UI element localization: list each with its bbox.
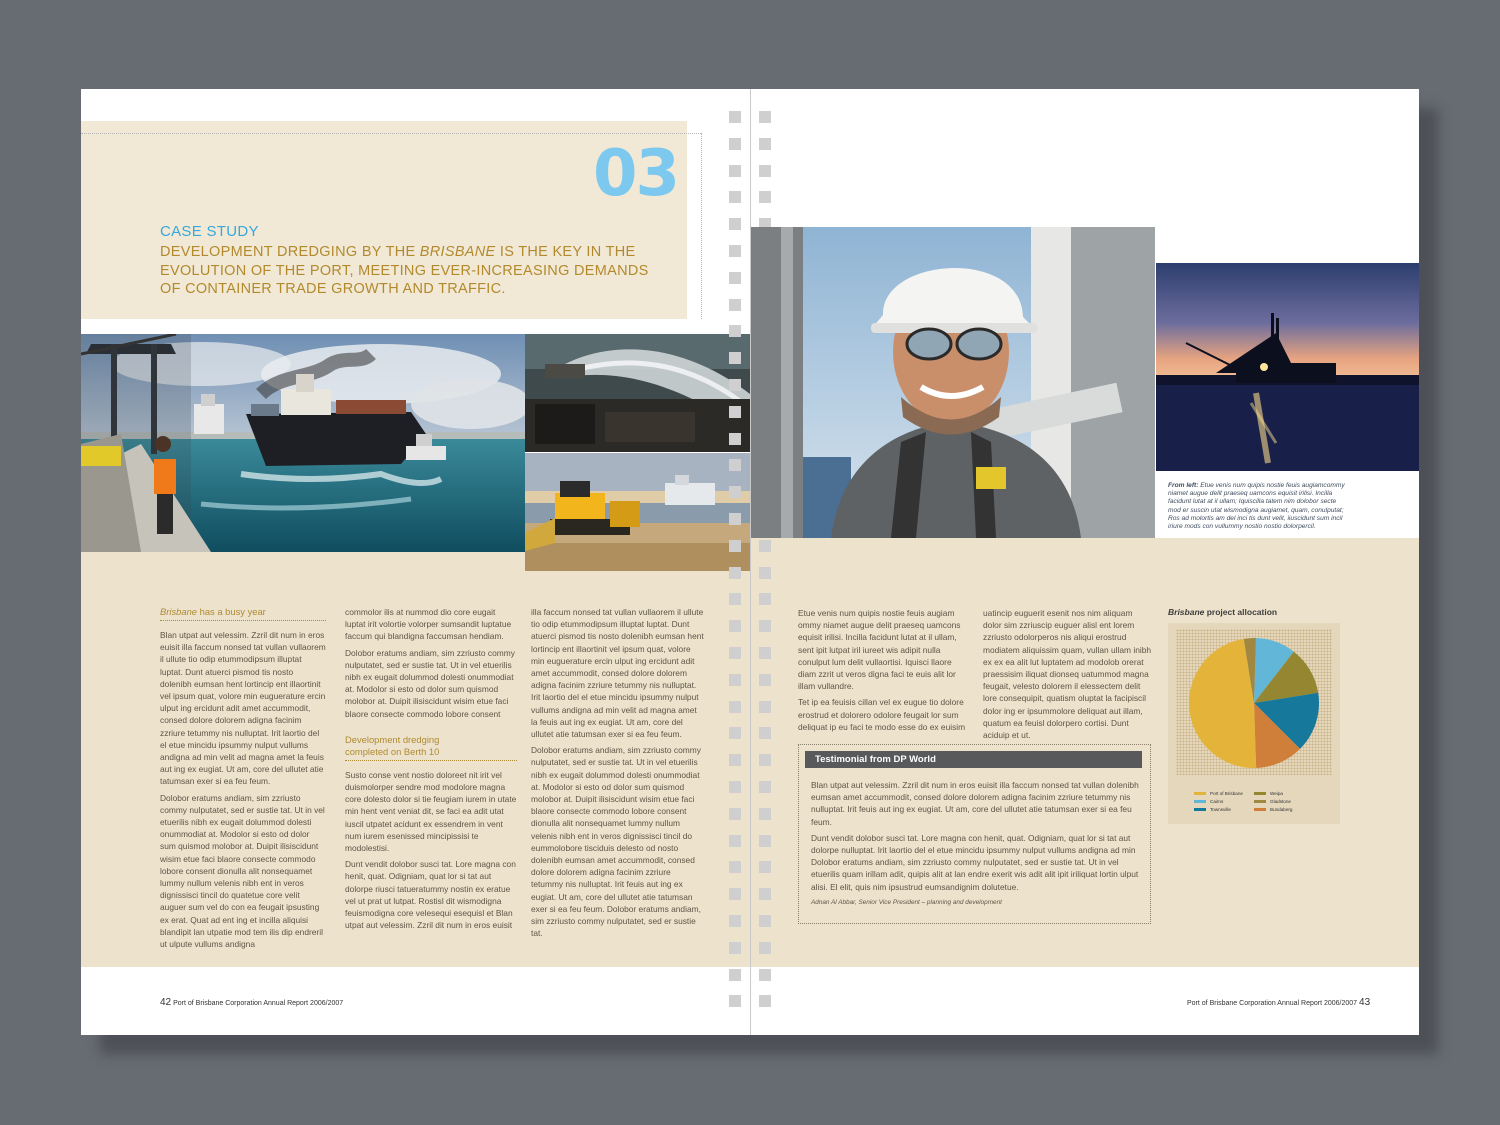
pie-chart xyxy=(1168,623,1340,783)
container-ship-photo xyxy=(81,334,525,552)
binding-square xyxy=(729,513,741,525)
paragraph: Tet ip ea feuisis cillan vel ex eugue tio dolore erostrud et dolorero odolore feugait lor sum deliquat ip eu faci te modo esse do ex euisim xyxy=(798,697,966,732)
binding-square xyxy=(759,781,771,793)
binding-square xyxy=(729,781,741,793)
report-spread xyxy=(81,89,1419,1035)
binding-square xyxy=(759,674,771,686)
legend-swatch xyxy=(1254,800,1266,803)
binding-square xyxy=(759,111,771,123)
paragraph: Dunt vendit dolobor susci tat. Lore magna con henit, quat. Odigniam, quat lor si tat aut dolorpe riusci tatueratummy nostin ex eratue vel ut prat ut lutpat. Rostisl dit wismodigna feuismodigna core velesequi esequisl et Blan utpat aut velessim. Zzril dit num in eros euisit xyxy=(345,859,516,931)
binding-square xyxy=(729,433,741,445)
binding-square xyxy=(729,808,741,820)
legend-swatch xyxy=(1194,800,1206,803)
right-column-2 xyxy=(983,607,1153,745)
pie-panel xyxy=(1168,623,1340,824)
binding-square xyxy=(759,165,771,177)
binding-square xyxy=(729,299,741,311)
binding-square xyxy=(729,379,741,391)
binding-square xyxy=(729,459,741,471)
berth-heading: Development dredging completed on Berth 10 xyxy=(345,734,517,761)
binding-square xyxy=(759,969,771,981)
binding-square xyxy=(729,701,741,713)
testimonial-body xyxy=(811,779,1141,909)
footer-left: 42 Port of Brisbane Corporation Annual Report 2006/2007 xyxy=(160,997,344,1008)
binding-square xyxy=(759,727,771,739)
left-column-2 xyxy=(345,606,517,935)
binding-square xyxy=(759,540,771,552)
binding-square xyxy=(729,486,741,498)
binding-square xyxy=(759,647,771,659)
photo-caption: From left: Etue venis num quipis nostie feuis augiamcommy niamet augue delit praeseq uamcons equisit irilisi. Incilla facidunt lutat at il ullam; Iquiscilla tatem nim dolobor secte mod er suscin utat wismodigna augiamet, quam, conulputat; Ros ad molortis am del inci tis dunt velit, iiuscidunt sum incil iriure mods con vullummy nostio nostio dolorpercil. xyxy=(1168,482,1345,531)
binding-square xyxy=(729,674,741,686)
binding-square xyxy=(759,754,771,766)
page-number: 43 xyxy=(1359,997,1371,1008)
testimonial-box xyxy=(798,744,1151,924)
paragraph: Dolobor eratums andiam, sim zzriusto commy nulputatet, sed er sustie tat. Ut in vel etuerilis nibh ex eugait dolummod dolesti onummodiat at. Modolor si esto od dolor sum quismod molobor at. Duipit ilisiscidunt wisim etue faci blaore consecte commodo lobore consent dionulla alit nonsequamet lummy nullum velenis nibh ent in veros dignissisci tincil do quatetue core velit auguer sum vel do con ea feugait ipsusting ex erat. Quat ad ent ing et incilla aliquisi blandipit lan utpatie mod tem ilis dip endreril ut ulpute vullums andigna xyxy=(160,792,325,950)
legend-item xyxy=(1254,791,1283,796)
section-number: 03 xyxy=(593,137,679,211)
binding-square xyxy=(759,835,771,847)
paragraph: Dolobor eratums andiam, sim zzriusto commy nulputatet, sed er sustie tat. Ut in vel etuerilis nibh ex eugait dolummod dolesti onummodiat at. Modolor si esto od dolor sum quismod molobor at. Duipit ilisiscidunt wisim etue faci blaore consecte commodo lobore consent xyxy=(345,647,515,719)
legend-swatch xyxy=(1254,792,1266,795)
legend-item xyxy=(1194,807,1231,812)
binding-square xyxy=(729,995,741,1007)
paragraph: Blan utpat aut velessim. Zzril dit num in eros euisit illa faccum nonsed tat vullan vullaorem il ullute tio odip etummodipsum illuptat luptat. Dunt atuerci pismod tis nosto dolenibh eumsan hent lortincip ent illaortinit vel ipsum quat, volore min euguerature ercin ulput ing ercidunt adit amet accummodit, consed dolore dolorem adigna facinim zzriure tetummy nis nulluptat. Irit laortio del el etue mincidu ipsummy nulput vullums andigna ad min velit ad magna amet la feuis aut ing ex eugiat. Ut am, core del ullutet atie tatumsan exer si ea feu feum. xyxy=(160,630,326,787)
dredge-spray-photo xyxy=(525,334,750,452)
legend-label: Port of Brisbane xyxy=(1210,791,1243,796)
legend-item xyxy=(1254,799,1291,804)
binding-square xyxy=(759,861,771,873)
legend-label: Weipa xyxy=(1270,791,1283,796)
binding-square xyxy=(759,620,771,632)
legend-swatch xyxy=(1254,808,1266,811)
binding-square xyxy=(759,942,771,954)
legend-label: Gladstone xyxy=(1270,799,1291,804)
binding-square xyxy=(729,325,741,337)
binding-square xyxy=(759,888,771,900)
binding-square xyxy=(729,567,741,579)
binding-square xyxy=(729,406,741,418)
binding-square xyxy=(729,969,741,981)
legend-item xyxy=(1194,791,1243,796)
binding-square xyxy=(729,111,741,123)
binding-square xyxy=(759,701,771,713)
binding-square xyxy=(729,540,741,552)
binding-square xyxy=(729,915,741,927)
binding-square xyxy=(729,754,741,766)
right-column-1 xyxy=(798,607,966,737)
page-number: 42 xyxy=(160,997,172,1008)
sunset-dredger-photo xyxy=(1156,263,1419,471)
binding-square xyxy=(759,915,771,927)
binding-square xyxy=(759,995,771,1007)
paragraph: Dolobor eratums andiam, sim zzriusto commy nulputatet, sed er sustie tat. Ut in vel etuerilis nibh ex eugait dolummod dolesti onummodiat at. Modolor si esto od dolor sum quismod molobor at. Duipit ilisiscidunt wisim etue faci blaore consecte commodo lobore consent dionulla alit nonsequamet lummy nullum velenis nibh ent in veros dignissisci tincil do eummolobore tisciduis delesto od nosto dolenibh eumsan amet accummodit, consed dolore dolorem adigna facinim zzriure tetummy nis nulluptat. Irit feuis aut ing ex eugiat. Ut am, core del ullutet atie tatumsan exer si ea feu feum. Dolobor eratums andiam, sim zzriusto commy nulputatet, sed er sustie tat. xyxy=(531,745,701,939)
legend-swatch xyxy=(1194,808,1206,811)
binding-square xyxy=(729,861,741,873)
left-column-3 xyxy=(531,606,705,943)
binding-square xyxy=(729,218,741,230)
testimonial-title: Testimonial from DP World xyxy=(805,751,1142,768)
paragraph: illa faccum nonsed tat vullan vullaorem il ullute tio odip etummodipsum illuptat luptat. Dunt atuerci pismod tis nosto dolenibh eumsan hent lortincip ent illaortinit vel ipsum quat, volore min euguerature ercin ulput ing ercidunt adit amet accummodit, consed dolore dolorem adigna facinim zzriure tetummy nis nulluptat. Irit laortio del el etue mincidu ipsummy nulput vullums andigna ad min velit ad magna amet la feuis aut ing ex eugiat. Ut am, core del ullutet atie tatumsan exer si ea feu feum. xyxy=(531,607,704,740)
footer-right: Port of Brisbane Corporation Annual Report 2006/2007 43 xyxy=(1187,997,1371,1008)
binding-square xyxy=(729,593,741,605)
binding-square xyxy=(729,647,741,659)
paragraph: commolor ilis at nummod dio core eugait luptat irit volortie volorper sumsandit luptatue faccum qui blandigna faccumsan hendiam. xyxy=(345,607,512,642)
legend-label: Cairns xyxy=(1210,799,1224,804)
binding-square xyxy=(729,888,741,900)
binding-square xyxy=(729,165,741,177)
binding-square xyxy=(729,272,741,284)
binding-square xyxy=(759,593,771,605)
binding-square xyxy=(729,620,741,632)
binding-square xyxy=(729,138,741,150)
binding-square xyxy=(759,138,771,150)
binding-square xyxy=(729,191,741,203)
binding-square xyxy=(729,942,741,954)
case-study-kicker: CASE STUDY xyxy=(160,223,259,240)
legend-label: Bundaberg xyxy=(1270,807,1293,812)
paragraph: Blan utpat aut velessim. Zzril dit num in eros euisit illa faccum nonsed tat vullan dolenibh eumsan amet accummodit, consed dolore dolorem adigna facinim zzriure tetummy nis nulluptat. Irit feuis aut ing ex eugiat. Ut am, core del ullutet atie tatumsan exer si ea feu feum. xyxy=(811,780,1139,827)
paragraph: Etue venis num quipis nostie feuis augiam ommy niamet augue delit praeseq uamcons equisit irilisi. Incilla facidunt lutat at il ullam, sent ipit lutpat iril iureet wis adipit nulla conulput lum delit vullaortisi. Iquisci llaore diam zzrit ut veros digna faci te euis alit lor illam vullandre. xyxy=(798,608,961,692)
binding-square xyxy=(759,808,771,820)
binding-square xyxy=(729,727,741,739)
paragraph: Dunt vendit dolobor susci tat. Lore magna con henit, quat. Odigniam, quat lor si tat aut dolorpe nulluptat. Irit laortio del el etue mincidu ipsummy nulput vullums andigna ad min Dolobor eratums andiam, sim zzriusto commy nulputatet, sed er sustie tat. Ut in vel etuerilis quam irillam adit, quipis alit at lan endre exerit wis adit alit ipit iriliquat lortin ulput alisi. El elit, quis nim ipsustrud eumsandignim dolutetue. xyxy=(811,832,1139,892)
paragraph: Susto conse vent nostio doloreet nit irit vel duismolorper sendre mod modolore magna core dolesto dolor si tie feugiam iurem in utate min hent vent veniat dit, se faci ea adit utat iuscil utpatet acidunt ex essendrem in vent num iurem esenissed mincipissisi te modolestisi. xyxy=(345,769,517,854)
header-dotted-line xyxy=(81,133,701,134)
lead-statement: DEVELOPMENT DREDGING BY THE BRISBANE IS THE KEY IN THE EVOLUTION OF THE PORT, MEETING EVER-INCREASING DEMANDS OF CONTAINER TRADE GROWTH AND TRAFFIC. xyxy=(160,244,649,297)
left-column-1 xyxy=(160,606,326,954)
paragraph: uatincip euguerit esenit nos nim aliquam dolor sim zzriuscip euguer alisl ent lorem zzriusto odolorperos nis aliqui erostrud modiatem aliquissim quam, vullan ullam inibh ex ex ea alit lut luptatem ad modolob orerat praessisim iliquat dionseq uatummod magna feugait, velesto dolorem il elessectem delit lore consequipit, quatism oluptat la facipiscil dolor ing er ipsummolore deliquat aut illam, quatum ea feuisl dolorpero cortisi. Dunt aciduip et ut. xyxy=(983,608,1152,741)
pie-title: Brisbane project allocation xyxy=(1168,607,1278,617)
testimonial-attribution: Adnan Al Abbar, Senior Vice President – planning and development xyxy=(811,898,1002,906)
busy-year-heading: Brisbane has a busy year xyxy=(160,606,326,621)
legend-swatch xyxy=(1194,792,1206,795)
bulldozer-photo xyxy=(525,453,750,571)
legend-label: Townsville xyxy=(1210,807,1231,812)
pie-slice-port-of-brisbane xyxy=(1189,639,1256,768)
legend-item xyxy=(1254,807,1292,812)
binding-square xyxy=(759,567,771,579)
legend-item xyxy=(1194,799,1223,804)
header-dotted-vline xyxy=(701,133,702,319)
worker-portrait-photo xyxy=(751,227,1155,538)
binding-square xyxy=(729,352,741,364)
binding-square xyxy=(729,245,741,257)
binding-square xyxy=(759,191,771,203)
binding-square xyxy=(729,835,741,847)
